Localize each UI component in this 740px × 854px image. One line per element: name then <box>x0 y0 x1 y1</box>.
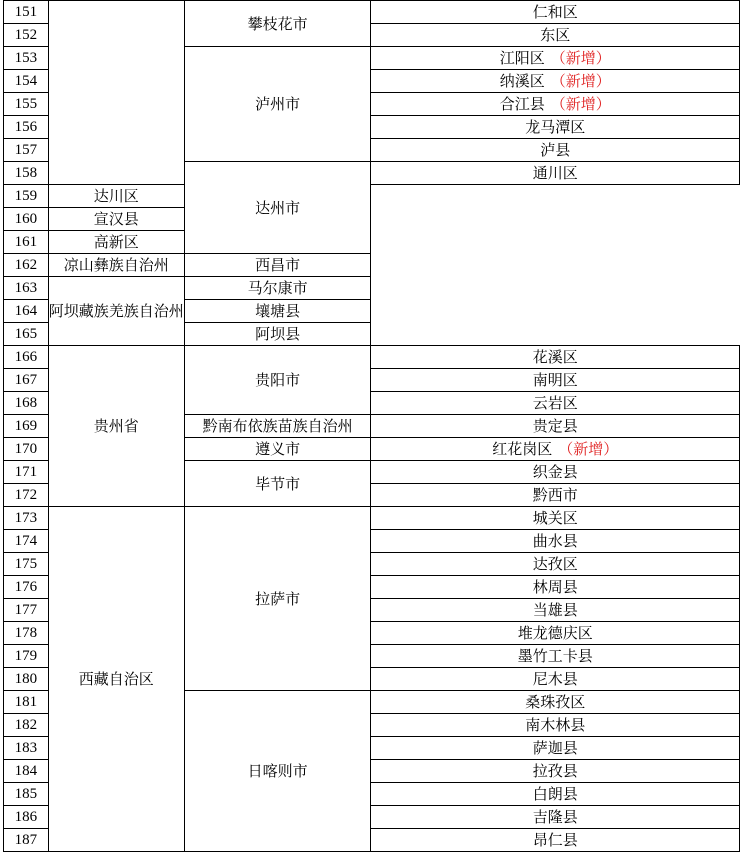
district-name: 达川区 <box>93 187 139 205</box>
row-number: 165 <box>4 323 49 346</box>
district-cell <box>371 484 740 507</box>
row-number: 166 <box>4 346 49 369</box>
district-name: 壤塘县 <box>255 302 301 320</box>
province-cell <box>48 346 184 507</box>
city-cell: 泸州市 <box>184 47 371 162</box>
row-number: 179 <box>4 645 49 668</box>
city-cell: 阿坝藏族羌族自治州 <box>48 277 184 346</box>
district-name: 当雄县 <box>532 601 578 619</box>
row-number: 163 <box>4 277 49 300</box>
row-number: 160 <box>4 208 49 231</box>
district-cell <box>371 806 740 829</box>
district-name: 宣汉县 <box>93 210 139 228</box>
district-cell <box>371 645 740 668</box>
row-number: 164 <box>4 300 49 323</box>
district-name: 吉隆县 <box>532 808 578 826</box>
row-number: 175 <box>4 553 49 576</box>
district-name: 通川区 <box>532 164 578 182</box>
district-cell <box>371 461 740 484</box>
table-row <box>4 277 740 300</box>
district-name: 云岩区 <box>532 394 578 412</box>
row-number: 162 <box>4 254 49 277</box>
row-number: 185 <box>4 783 49 806</box>
district-name: 曲水县 <box>532 532 578 550</box>
district-name: 昂仁县 <box>532 831 578 849</box>
new-badge: （新增） <box>558 440 619 458</box>
district-name: 堆龙德庆区 <box>517 624 593 642</box>
district-table <box>3 0 740 852</box>
district-table-body <box>4 1 740 852</box>
district-name: 合江县 <box>499 95 545 113</box>
row-number: 153 <box>4 47 49 70</box>
district-name: 江阳区 <box>499 49 545 67</box>
table-row <box>4 185 740 208</box>
table-row <box>4 507 740 530</box>
district-name: 白朗县 <box>532 785 578 803</box>
district-cell <box>371 599 740 622</box>
district-name: 东区 <box>540 26 571 44</box>
row-number: 159 <box>4 185 49 208</box>
district-cell <box>184 254 371 277</box>
district-cell <box>371 829 740 852</box>
district-name: 红花岗区 <box>492 440 553 458</box>
district-cell <box>371 668 740 691</box>
district-name: 尼木县 <box>532 670 578 688</box>
district-cell <box>371 93 740 116</box>
district-name: 桑珠孜区 <box>525 693 586 711</box>
row-number: 171 <box>4 461 49 484</box>
row-number: 156 <box>4 116 49 139</box>
table-row <box>4 231 740 254</box>
city-cell: 毕节市 <box>184 461 371 507</box>
district-name: 花溪区 <box>532 348 578 366</box>
province-cell <box>48 507 184 852</box>
district-cell <box>371 553 740 576</box>
district-cell <box>371 783 740 806</box>
city-cell: 遵义市 <box>184 438 371 461</box>
district-cell <box>371 691 740 714</box>
district-cell <box>184 323 371 346</box>
row-number: 181 <box>4 691 49 714</box>
province-name: 贵州省 <box>93 417 139 435</box>
district-cell <box>371 530 740 553</box>
table-row <box>4 346 740 369</box>
city-cell: 贵阳市 <box>184 346 371 415</box>
city-cell: 达州市 <box>184 162 371 254</box>
row-number: 178 <box>4 622 49 645</box>
row-number: 169 <box>4 415 49 438</box>
district-cell <box>371 24 740 47</box>
district-cell <box>371 737 740 760</box>
city-cell: 黔南布依族苗族自治州 <box>184 415 371 438</box>
row-number: 151 <box>4 1 49 24</box>
district-cell <box>371 47 740 70</box>
district-cell <box>371 415 740 438</box>
city-cell: 拉萨市 <box>184 507 371 691</box>
row-number: 168 <box>4 392 49 415</box>
city-cell: 凉山彝族自治州 <box>48 254 184 277</box>
district-cell <box>371 1 740 24</box>
row-number: 182 <box>4 714 49 737</box>
row-number: 174 <box>4 530 49 553</box>
district-cell <box>371 507 740 530</box>
row-number: 177 <box>4 599 49 622</box>
city-cell: 攀枝花市 <box>184 1 371 47</box>
district-cell <box>371 392 740 415</box>
province-name: 西藏自治区 <box>78 670 154 688</box>
district-name: 贵定县 <box>532 417 578 435</box>
row-number: 172 <box>4 484 49 507</box>
row-number: 167 <box>4 369 49 392</box>
district-name: 龙马潭区 <box>525 118 586 136</box>
row-number: 176 <box>4 576 49 599</box>
district-name: 南明区 <box>532 371 578 389</box>
row-number: 184 <box>4 760 49 783</box>
district-cell <box>371 760 740 783</box>
new-badge: （新增） <box>550 72 611 90</box>
new-badge: （新增） <box>550 49 611 67</box>
row-number: 158 <box>4 162 49 185</box>
district-cell <box>184 277 371 300</box>
district-name: 林周县 <box>532 578 578 596</box>
district-name: 黔西市 <box>532 486 578 504</box>
row-number: 180 <box>4 668 49 691</box>
table-row <box>4 208 740 231</box>
table-row <box>4 254 740 277</box>
district-cell <box>371 346 740 369</box>
district-cell <box>371 369 740 392</box>
row-number: 170 <box>4 438 49 461</box>
district-name: 仁和区 <box>532 3 578 21</box>
row-number: 155 <box>4 93 49 116</box>
row-number: 152 <box>4 24 49 47</box>
district-cell <box>48 185 184 208</box>
district-cell <box>371 70 740 93</box>
district-cell <box>48 231 184 254</box>
district-name: 西昌市 <box>255 256 301 274</box>
district-name: 萨迦县 <box>532 739 578 757</box>
row-number: 187 <box>4 829 49 852</box>
district-cell <box>371 576 740 599</box>
district-name: 高新区 <box>93 233 139 251</box>
district-name: 达孜区 <box>532 555 578 573</box>
district-name: 南木林县 <box>525 716 586 734</box>
row-number: 173 <box>4 507 49 530</box>
new-badge: （新增） <box>550 95 611 113</box>
province-cell <box>48 1 184 185</box>
district-name: 拉孜县 <box>532 762 578 780</box>
district-cell <box>371 622 740 645</box>
district-cell <box>48 208 184 231</box>
row-number: 161 <box>4 231 49 254</box>
row-number: 183 <box>4 737 49 760</box>
district-name: 马尔康市 <box>247 279 308 297</box>
district-cell <box>371 438 740 461</box>
district-name: 泸县 <box>540 141 571 159</box>
district-cell <box>371 116 740 139</box>
district-cell <box>371 714 740 737</box>
row-number: 157 <box>4 139 49 162</box>
district-cell <box>184 300 371 323</box>
district-name: 城关区 <box>532 509 578 527</box>
table-row <box>4 1 740 24</box>
row-number: 154 <box>4 70 49 93</box>
district-cell <box>371 162 740 185</box>
district-name: 阿坝县 <box>255 325 301 343</box>
district-name: 墨竹工卡县 <box>517 647 593 665</box>
district-name: 织金县 <box>532 463 578 481</box>
district-name: 纳溪区 <box>499 72 545 90</box>
row-number: 186 <box>4 806 49 829</box>
city-cell: 日喀则市 <box>184 691 371 852</box>
district-cell <box>371 139 740 162</box>
